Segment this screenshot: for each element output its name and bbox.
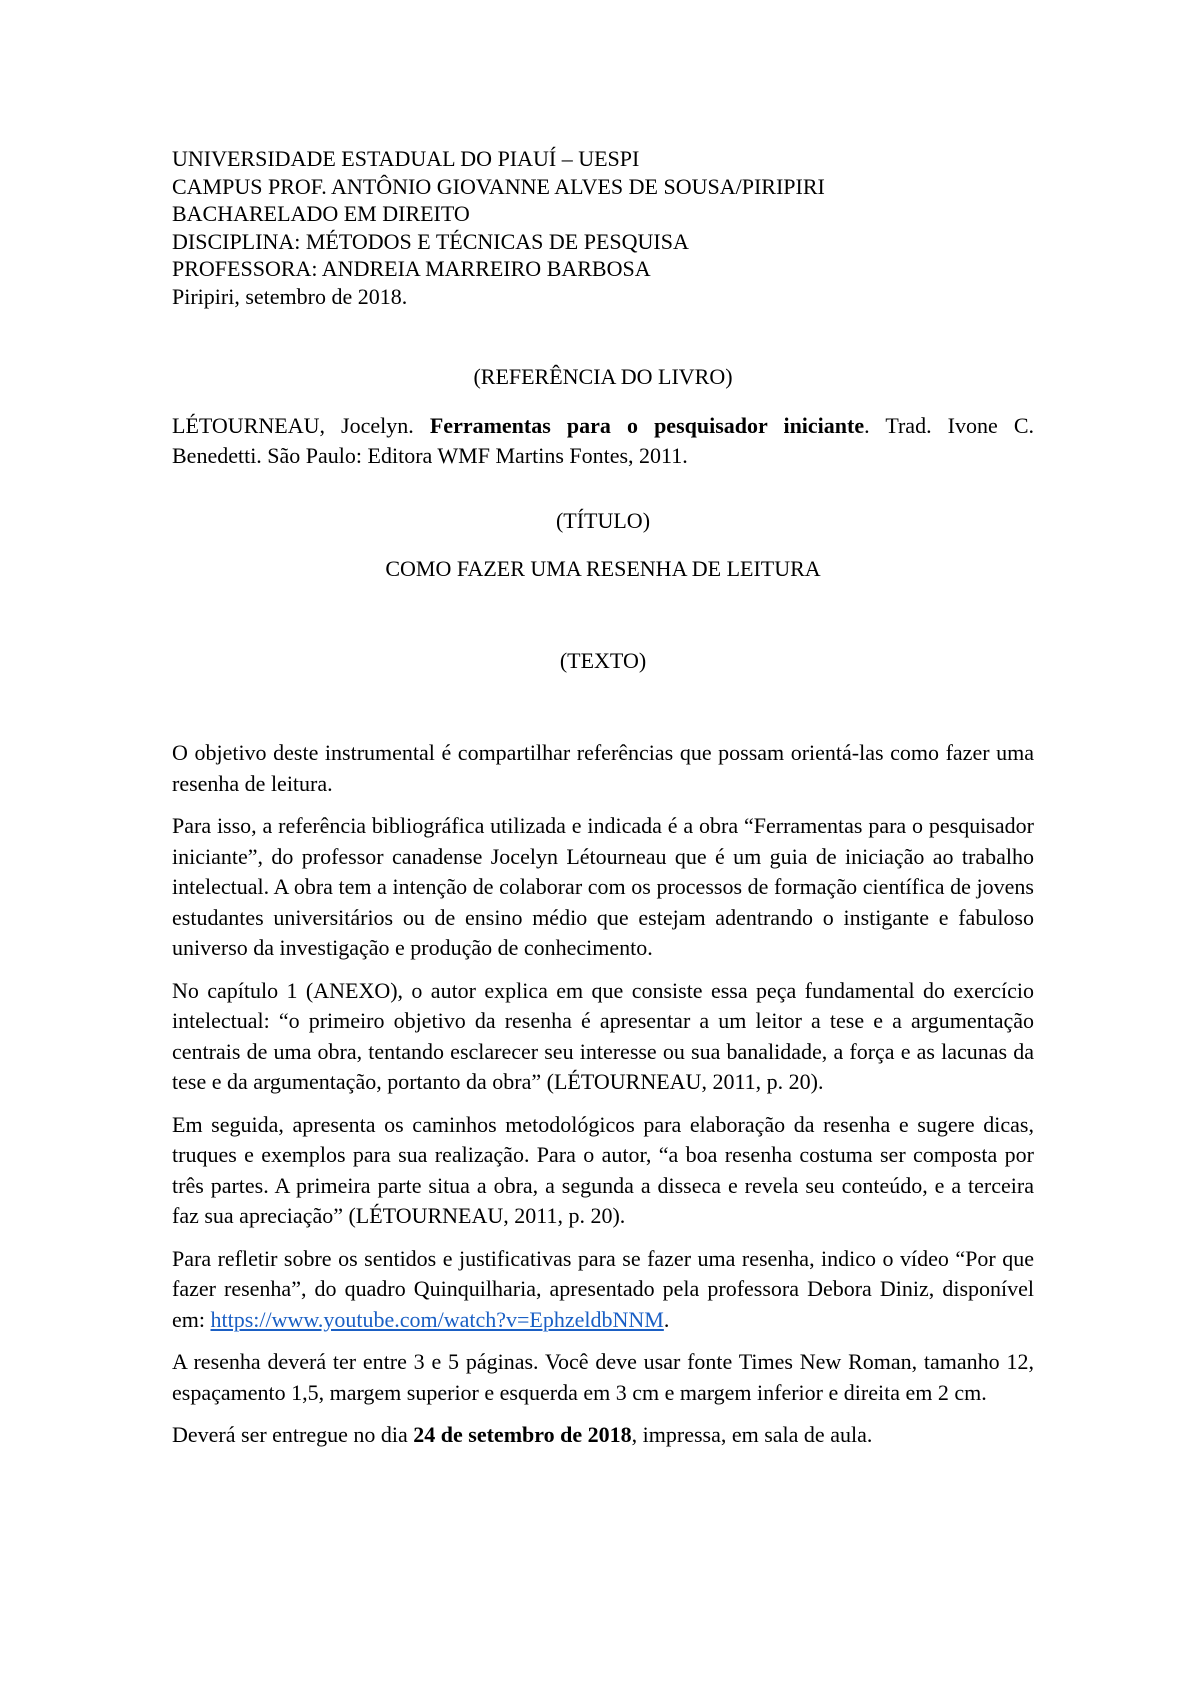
paragraph-format: A resenha deverá ter entre 3 e 5 páginas. Você deve usar fonte Times New Roman, tamanho 12, espaçamento 1,5, margem superior e esquerda em 3 cm e margem inferior e direita em 2 cm. — [172, 1349, 1034, 1405]
deadline-text-end: , impressa, em sala de aula. — [631, 1422, 873, 1447]
paragraph-method: Em seguida, apresenta os caminhos metodológicos para elaboração da resenha e sugere dicas, truques e exemplos para sua realização. Para o autor, “a boa resenha costuma ser composta por três partes. A primeira parte situa a obra, a segunda a disseca e revela seu conteúdo, e a terceira faz sua apreciação” (LÉTOURNEAU, 2011, p. 20). — [172, 1111, 1034, 1228]
reference-author: LÉTOURNEAU, Jocelyn. — [172, 413, 430, 438]
deadline-text-start: Deverá ser entregue no dia — [172, 1422, 414, 1447]
institution-header — [172, 145, 1034, 310]
book-reference — [172, 411, 1034, 470]
paragraph-deadline — [172, 1420, 1034, 1451]
reference-details: . Trad. Ivone C. Benedetti. São Paulo: Editora WMF Martins Fontes, 2011. — [172, 413, 1035, 468]
place-date: Piripiri, setembro de 2018. — [172, 283, 408, 309]
professor-name: PROFESSORA: ANDREIA MARREIRO BARBOSA — [172, 256, 651, 281]
document-body — [172, 738, 1034, 1451]
reference-label: (REFERÊNCIA DO LIVRO) — [473, 364, 733, 389]
paragraph-video — [172, 1244, 1034, 1336]
paragraph-objective: O objetivo deste instrumental é compartilhar referências que possam orientá-las como fazer uma resenha de leitura. — [172, 740, 1034, 796]
paragraph-chapter: No capítulo 1 (ANEXO), o autor explica em que consiste essa peça fundamental do exercício intelectual: “o primeiro objetivo da resenha é apresentar a um leitor a tese e a argumentação centrais de uma obra, tentando esclarecer seu interesse ou sua banalidade, a força e as lacunas da tese e da argumentação, portanto da obra” (LÉTOURNEAU, 2011, p. 20). — [172, 977, 1034, 1094]
campus-name: CAMPUS PROF. ANTÔNIO GIOVANNE ALVES DE SOUSA/PIRIPIRI — [172, 173, 825, 199]
video-text: Para refletir sobre os sentidos e justificativas para se fazer uma resenha, indico o vídeo “Por que fazer resenha”, do quadro Quinquilharia, apresentado pela professora Debora Diniz, disponível em: — [172, 1245, 1034, 1332]
text-label: (TEXTO) — [559, 648, 647, 673]
title-label: (TÍTULO) — [555, 508, 651, 533]
video-text-end: . — [663, 1306, 670, 1332]
paragraph-reference: Para isso, a referência bibliográfica utilizada e indicada é a obra “Ferramentas para o pesquisador iniciante”, do professor canadense Jocelyn Létourneau que é um guia de iniciação ao trabalho intelectual. A obra tem a intenção de colaborar com os processos de formação científica de jovens estudantes universitários ou de ensino médio que estejam adentrando o instigante e fabuloso universo da investigação e produção de conhecimento. — [172, 813, 1034, 960]
deadline-date: 24 de setembro de 2018 — [413, 1422, 632, 1447]
university-name: UNIVERSIDADE ESTADUAL DO PIAUÍ – UESPI — [172, 146, 640, 171]
document-title: COMO FAZER UMA RESENHA DE LEITURA — [385, 556, 821, 581]
discipline-name: DISCIPLINA: MÉTODOS E TÉCNICAS DE PESQUISA — [172, 228, 689, 254]
video-link[interactable]: https://www.youtube.com/watch?v=EphzeldbNNM — [210, 1306, 664, 1332]
reference-book-title: Ferramentas para o pesquisador iniciante — [429, 413, 865, 438]
course-name: BACHARELADO EM DIREITO — [172, 201, 470, 226]
